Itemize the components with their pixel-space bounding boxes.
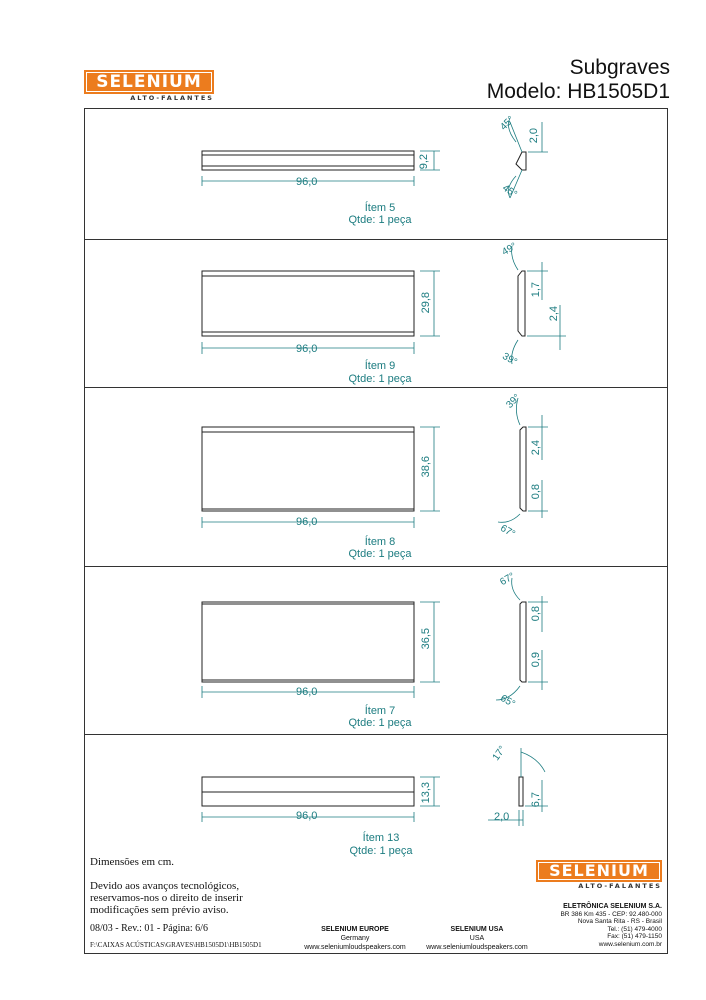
profile-item-5 — [516, 152, 526, 170]
panel-item-5 — [202, 151, 414, 170]
item-quantity: Qtde: 1 peça — [348, 548, 412, 560]
item-quantity: Qtde: 1 peça — [348, 373, 412, 385]
width-dimension: 96,0 — [296, 516, 318, 528]
edge-dimension: 2,4 — [530, 440, 542, 456]
brand-logo-bottom — [536, 860, 662, 890]
disclaimer-line: modificações sem prévio aviso. — [90, 904, 229, 916]
edge-dimension: 0,8 — [530, 484, 542, 500]
edge-dimension: 2,4 — [548, 306, 560, 322]
height-dimension: 29,8 — [420, 292, 432, 314]
europe-site: www.seleniumloudspeakers.com — [304, 944, 406, 951]
edge-dimension: 2,0 — [494, 811, 510, 823]
category-title: Subgraves — [569, 56, 670, 79]
europe-title: SELENIUM EUROPE — [321, 926, 389, 933]
fax: Fax: (51) 479-1150 — [607, 933, 662, 940]
brand-name: SELENIUM — [84, 70, 214, 94]
angle-top: 49° — [500, 240, 519, 259]
company-address — [536, 903, 662, 948]
company-site: www.selenium.com.br — [598, 940, 662, 948]
usa-title: SELENIUM USA — [450, 926, 504, 933]
edge-dimension: 0,8 — [530, 606, 542, 622]
item-label: Ítem 13 — [362, 832, 400, 844]
item-label: Ítem 8 — [364, 536, 396, 548]
item-quantity: Qtde: 1 peça — [348, 717, 412, 729]
angle-bottom: 65° — [498, 692, 517, 711]
item-quantity: Qtde: 1 peça — [349, 845, 413, 857]
usa-country: USA — [469, 935, 485, 942]
profile-item-8 — [520, 427, 526, 511]
brand-tagline: ALTO-FALANTES — [578, 882, 662, 890]
profile-item-9 — [518, 271, 525, 336]
panel-item-8 — [202, 427, 414, 511]
edge-dimension: 6,7 — [530, 792, 542, 808]
height-dimension: 9,2 — [418, 154, 430, 170]
europe-country: Germany — [340, 935, 370, 942]
profile-item-13 — [519, 777, 523, 806]
company-name: ELETRÔNICA SELENIUM S.A. — [563, 903, 662, 910]
brand-tagline: ALTO-FALANTES — [130, 94, 214, 102]
address-line: BR 386 Km 435 - CEP: 92.480-000 — [560, 910, 662, 918]
height-dimension: 13,3 — [420, 782, 432, 804]
units-note: Dimensões em cm. — [90, 856, 175, 868]
footer-europe — [296, 925, 414, 952]
phone: Tel.: (51) 479-4000 — [607, 925, 662, 933]
brand-name: SELENIUM — [536, 860, 662, 882]
width-dimension: 96,0 — [296, 686, 318, 698]
angle-top: 17° — [490, 744, 509, 763]
width-dimension: 96,0 — [296, 176, 318, 188]
item-label: Ítem 5 — [364, 202, 396, 214]
angle-bottom: 67° — [498, 522, 517, 541]
edge-dimension: 0,9 — [530, 652, 542, 668]
item-quantity: Qtde: 1 peça — [348, 214, 412, 226]
width-dimension: 96,0 — [296, 343, 318, 355]
item-label: Ítem 9 — [364, 360, 396, 372]
angle-bottom: 39° — [500, 350, 519, 369]
profile-item-7 — [520, 602, 526, 682]
item-label: Ítem 7 — [364, 705, 396, 717]
footer-usa — [418, 925, 536, 952]
edge-dimension: 1,7 — [530, 282, 542, 298]
disclaimer-line: Devido aos avanços tecnológicos, — [90, 880, 240, 892]
height-dimension: 38,6 — [420, 456, 432, 478]
panel-item-9 — [202, 271, 414, 336]
file-path: F:\CAIXAS ACÚSTICAS\GRAVES\HB1505D1\HB1505D1 — [90, 941, 262, 949]
usa-site: www.seleniumloudspeakers.com — [426, 944, 528, 951]
edge-dimension: 2,0 — [528, 128, 540, 144]
model-title: Modelo: HB1505D1 — [486, 80, 670, 103]
angle-top: 67° — [498, 570, 517, 589]
revision-info: 08/03 - Rev.: 01 - Página: 6/6 — [90, 923, 208, 934]
disclaimer-line: reservamos-nos o direito de inserir — [90, 892, 243, 904]
panel-item-7 — [202, 602, 414, 682]
width-dimension: 96,0 — [296, 810, 318, 822]
angle-top: 39° — [504, 392, 523, 411]
height-dimension: 36,5 — [420, 628, 432, 650]
angle-bottom: 45° — [500, 182, 519, 201]
angle-top: 45° — [498, 114, 517, 133]
address-line: Nova Santa Rita - RS - Brasil — [577, 918, 662, 925]
